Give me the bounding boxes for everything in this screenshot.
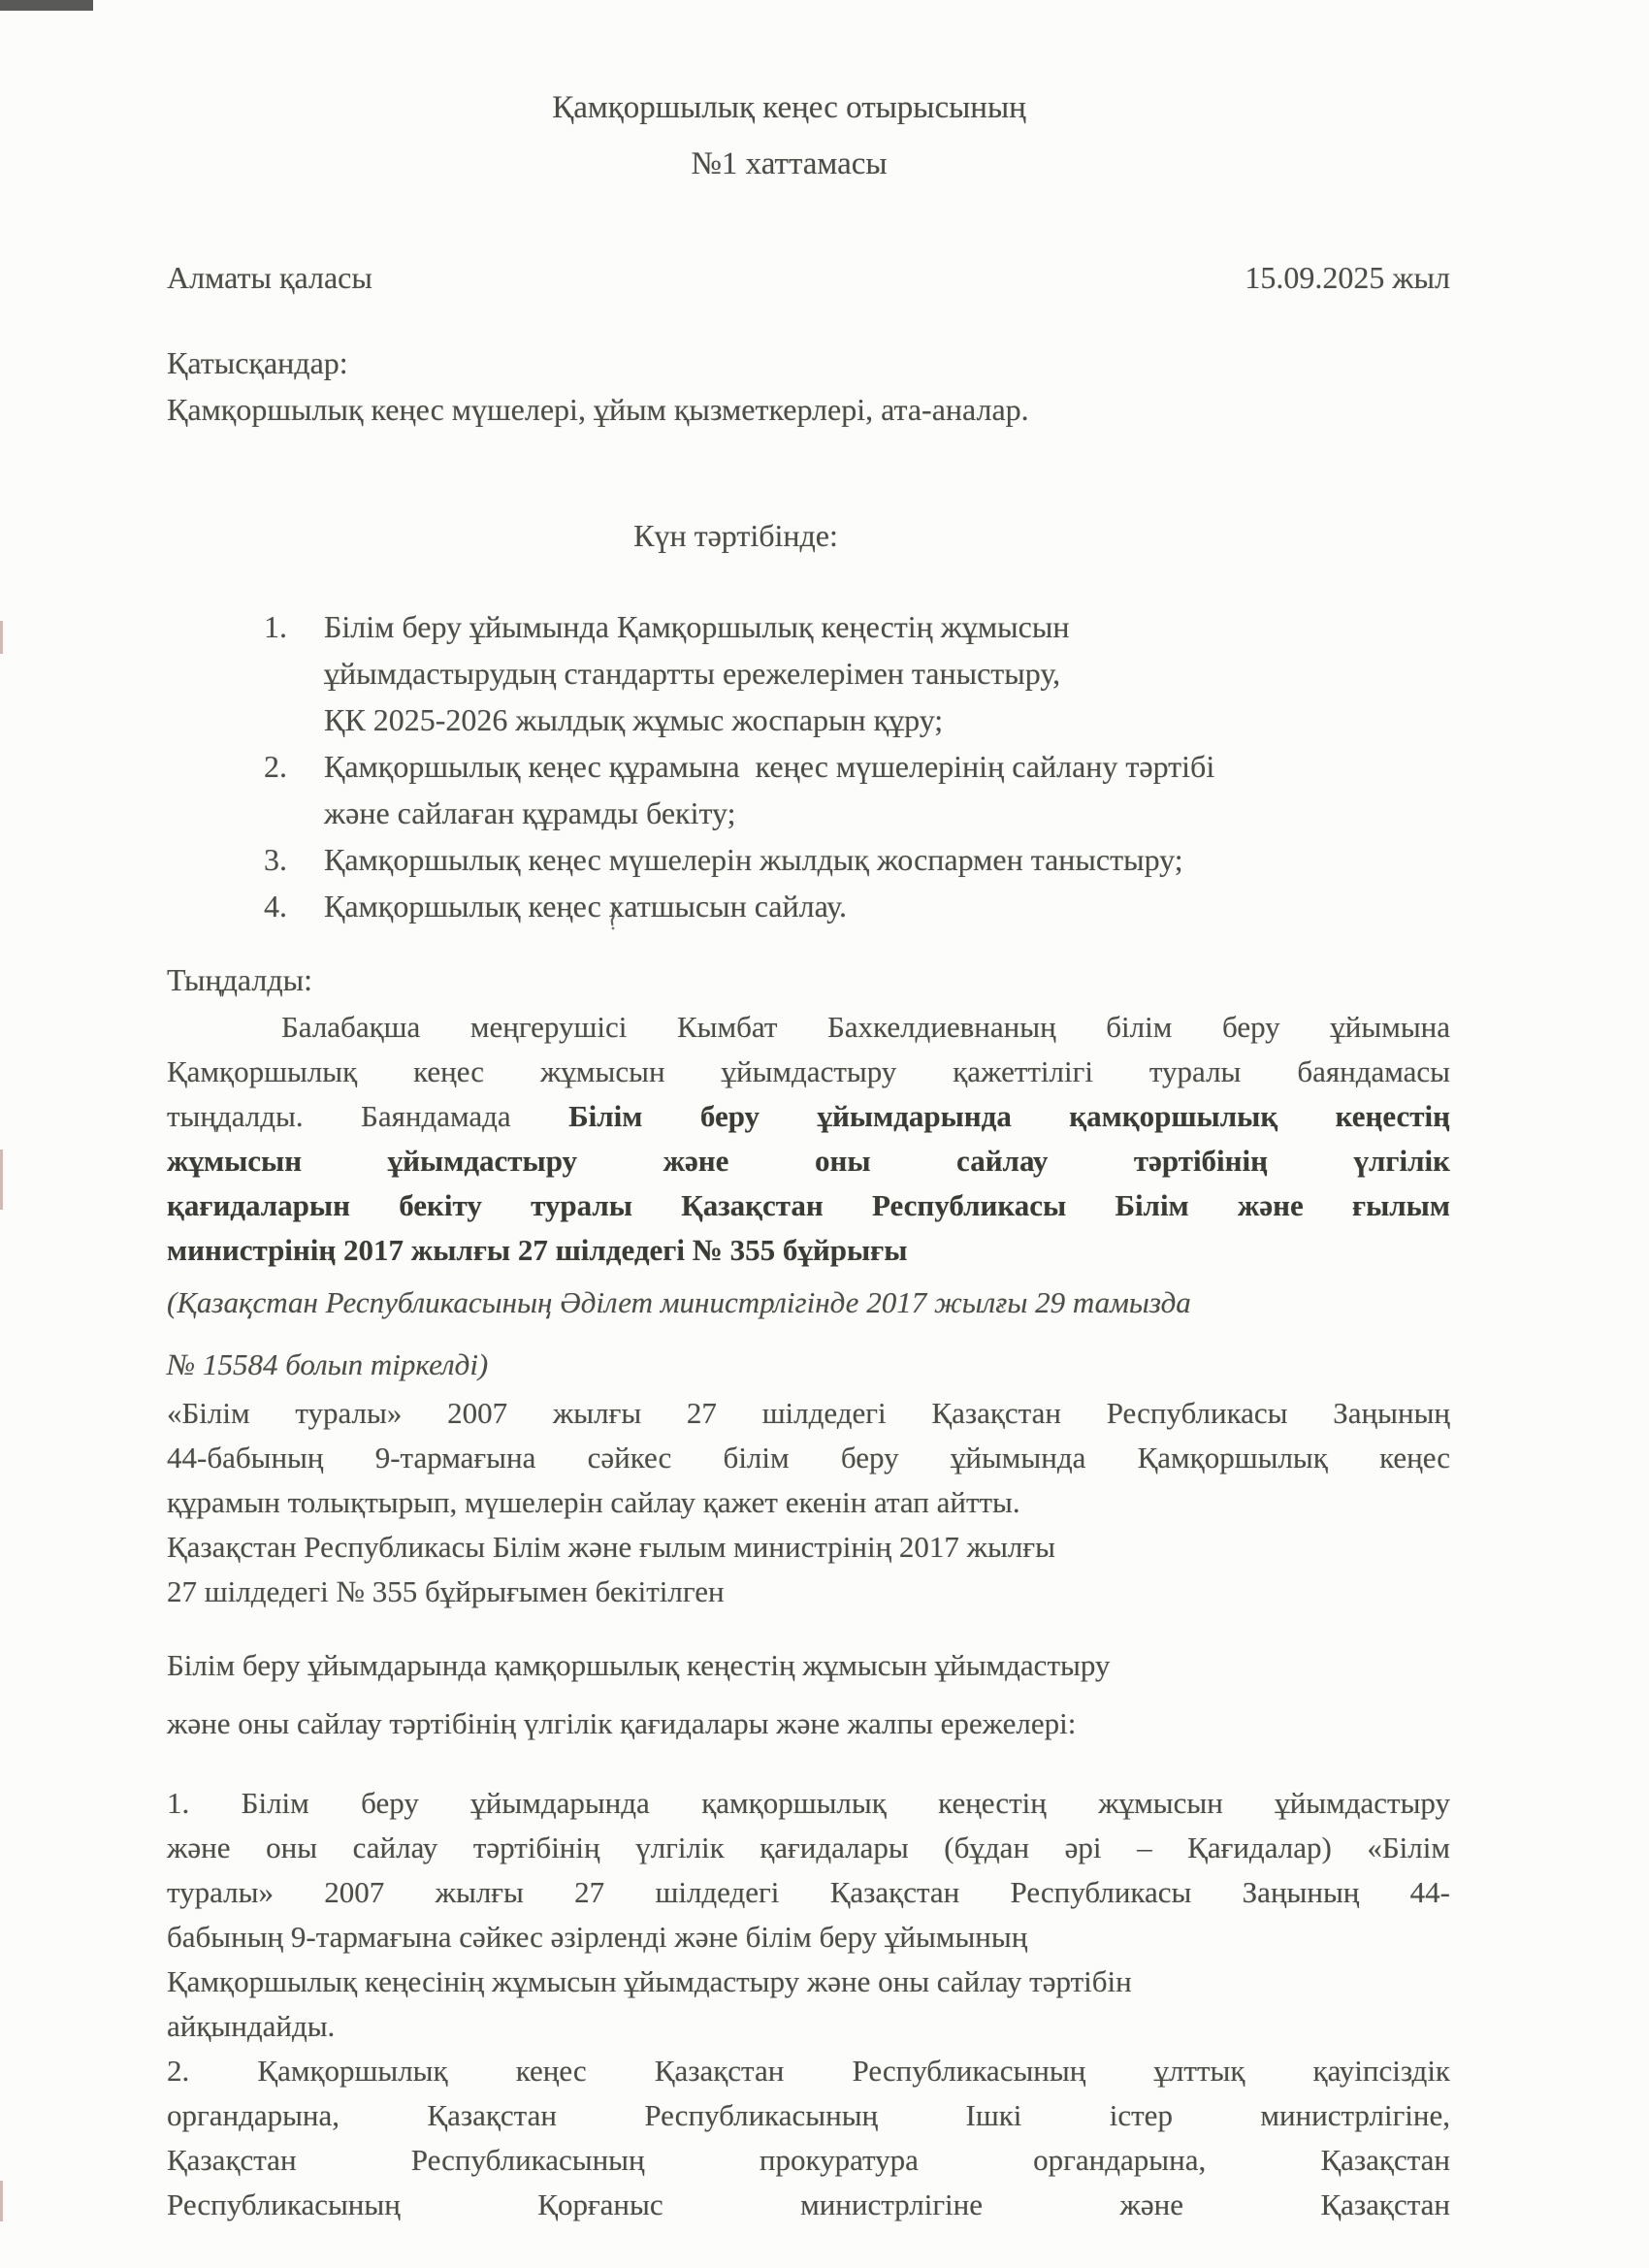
clause-1-line: туралы» 2007 жылғы 27 шілдедегі Қазақстан Республикасы Заңының 44- <box>167 1875 1450 1909</box>
participants-text: Қамқоршылық кеңес мүшелері, ұйым қызметкерлері, ата-аналар. <box>167 392 1029 427</box>
registration-line: (Қазақстан Республикасының Әділет министрлігінде 2017 жылғы 29 тамызда <box>167 1285 1191 1319</box>
heard-line: қағидаларын бекіту туралы Қазақстан Республикасы Білім және ғылым <box>167 1188 1450 1222</box>
rules-title <box>167 1643 1450 1746</box>
law-paragraph <box>167 1391 1450 1614</box>
scan-corner-artifact <box>0 0 93 11</box>
agenda-line: Қамқоршылық кеңес хатшысын сайлау. <box>324 889 847 923</box>
heard-line: министрінің 2017 жылғы 27 шілдедегі № 355 бұйрығы <box>167 1233 908 1267</box>
agenda-item-text <box>324 883 1450 929</box>
clause-2-line: 2. Қамқоршылық кеңес Қазақстан Республикасының ұлттық қауіпсіздік <box>167 2054 1450 2088</box>
scan-edge-artifact <box>0 1150 3 1210</box>
law-line: құрамын толықтырып, мүшелерін сайлау қажет екенін атап айтты. <box>167 1485 1020 1519</box>
rules-title-line: және оны сайлау тәртібінің үлгілік қағидалары және жалпы ережелері: <box>167 1706 1077 1740</box>
city-label: Алматы қаласы <box>167 260 372 295</box>
registration-note <box>167 1280 1450 1387</box>
heard-line: Қамқоршылық кеңес жұмысын ұйымдастыру қажеттілігі туралы баяндамасы <box>167 1054 1450 1088</box>
agenda-heading: Күн тәртібінде: <box>633 518 838 553</box>
heard-line-bold: Білім беру ұйымдарында қамқоршылық кеңестің <box>568 1099 1450 1133</box>
scan-edge-artifact <box>0 2181 3 2221</box>
approved-line: Қазақстан Республикасы Білім және ғылым министрінің 2017 жылғы <box>167 1530 1055 1564</box>
heard-paragraph <box>167 1005 1450 1273</box>
clause-1 <box>167 1781 1450 2049</box>
agenda-item-number: 3. <box>264 842 287 877</box>
participants-section <box>167 340 1450 433</box>
clause-2 <box>167 2049 1450 2227</box>
agenda-list <box>264 603 1450 929</box>
clause-1-line: Қамқоршылық кеңесінің жұмысын ұйымдастыру және оны сайлау тәртібін <box>167 1964 1132 1998</box>
agenda-item-number: 1. <box>264 609 287 644</box>
participants-heading: Қатысқандар: <box>167 345 348 380</box>
agenda-item-1 <box>264 603 1450 743</box>
clause-2-line: органдарына, Қазақстан Республикасының Ішкі істер министрлігіне, <box>167 2098 1450 2132</box>
registration-line: № 15584 болып тіркелді) <box>167 1347 489 1381</box>
scan-edge-artifact <box>0 621 3 654</box>
title-line-1: Қамқоршылық кеңес отырысының <box>552 90 1026 125</box>
date-label: 15.09.2025 жыл <box>1245 260 1450 295</box>
agenda-line: және сайлаған құрамды бекіту; <box>324 795 736 830</box>
agenda-item-text <box>324 603 1450 743</box>
law-line: «Білім туралы» 2007 жылғы 27 шілдедегі Қазақстан Республикасы Заңының <box>167 1396 1450 1430</box>
document-content <box>167 0 1450 2227</box>
agenda-line: ұйымдастырудың стандартты ережелерімен таныстыру, <box>324 656 1061 691</box>
agenda-item-4 <box>264 883 1450 929</box>
heard-line <box>167 1094 1450 1139</box>
agenda-item-text <box>324 836 1450 883</box>
agenda-item-3 <box>264 836 1450 883</box>
agenda-item-number: 4. <box>264 889 287 923</box>
clause-1-line: айқындайды. <box>167 2009 336 2043</box>
clause-1-line: және оны сайлау тәртібінің үлгілік қағидалары (бұдан әрі – Қағидалар) «Білім <box>167 1831 1450 1864</box>
agenda-item-text <box>324 743 1450 836</box>
rules-title-line: Білім беру ұйымдарында қамқоршылық кеңестің жұмысын ұйымдастыру <box>167 1648 1111 1682</box>
clause-2-line: Қазақстан Республикасының прокуратура органдарына, Қазақстан <box>167 2143 1450 2177</box>
heard-line: жұмысын ұйымдастыру және оны сайлау тәртібінің үлгілік <box>167 1144 1450 1178</box>
agenda-line: Қамқоршылық кеңес құрамына кеңес мүшелерінің сайлану тәртібі <box>324 749 1215 784</box>
heard-line: Балабақша меңгерушісі Кымбат Бахкелдиевнаның білім беру ұйымына <box>281 1010 1450 1044</box>
heard-line-normal: тыңдалды. Баяндамада <box>167 1099 569 1133</box>
agenda-line: Білім беру ұйымында Қамқоршылық кеңестің жұмысын <box>324 609 1070 644</box>
clause-2-line: Республикасының Қорғаныс министрлігіне және Қазақстан <box>167 2187 1450 2221</box>
approved-line: 27 шілдедегі № 355 бұйрығымен бекітілген <box>167 1574 725 1608</box>
document-title <box>167 0 1450 192</box>
clause-1-line: 1. Білім беру ұйымдарында қамқоршылық кеңестің жұмысын ұйымдастыру <box>167 1786 1450 1820</box>
title-line-2: №1 хаттамасы <box>691 146 888 181</box>
meta-row <box>167 254 1450 301</box>
clause-1-line: бабының 9-тармағына сәйкес әзірленді және білім беру ұйымының <box>167 1920 1028 1954</box>
agenda-line: Қамқоршылық кеңес мүшелерін жылдық жоспармен таныстыру; <box>324 842 1183 877</box>
agenda-line: ҚК 2025-2026 жылдық жұмыс жоспарын құру; <box>324 702 944 737</box>
heard-heading: Тыңдалды: <box>167 962 312 997</box>
agenda-item-number: 2. <box>264 749 287 784</box>
agenda-item-2 <box>264 743 1450 836</box>
law-line: 44-бабының 9-тармағына сәйкес білім беру ұйымында Қамқоршылық кеңес <box>167 1441 1450 1474</box>
